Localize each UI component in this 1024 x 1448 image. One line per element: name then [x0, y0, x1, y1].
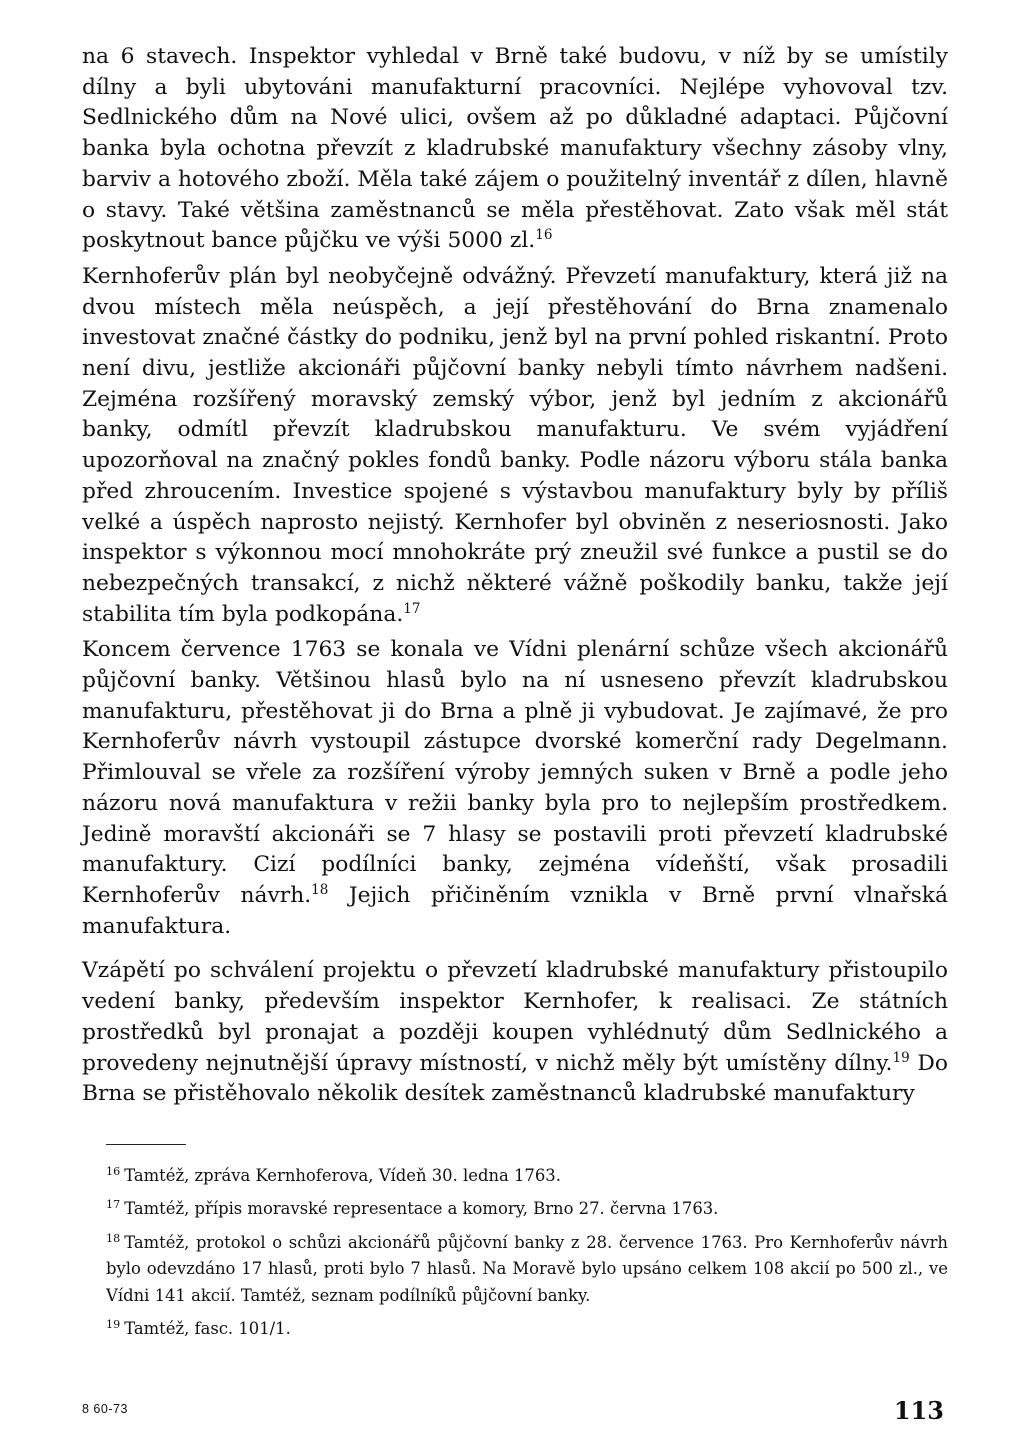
footnote-mark: 19 [106, 1318, 121, 1332]
paragraph-4-text-after: Do Brna se přistěhovalo několik desítek zaměstnanců kladrubské manufaktury [82, 1050, 948, 1107]
footnote-17 [82, 1196, 948, 1223]
paragraph-3 [82, 635, 948, 942]
footnote-mark: 16 [106, 1164, 121, 1178]
paragraph-1-text: na 6 stavech. Inspektor vyhledal v Brně také budovu, v níž by se umístily dílny a byli ubytováni manufakturní pracovníci. Nejlépe vyhovoval tzv. Sedlnického dům na Nové ulici, ovšem až po důkladné adaptaci. Půjčovní banka byla ochotna převzít z kladrubské manufaktury všechny zásoby vlny, barviv a hotového zboží. Měla také zájem o použitelný inventář z dílen, hlavně o stavy. Také většina zaměstnanců se měla přestěhovat. Zato však měl stát poskytnout bance půjčku ve výši 5000 zl. [82, 44, 948, 254]
footnote-16 [82, 1163, 948, 1190]
paragraph-4 [82, 956, 948, 1110]
paragraph-2 [82, 262, 948, 630]
footnote-ref-16: 16 [535, 227, 553, 244]
footnote-divider [106, 1144, 186, 1145]
footnote-mark: 18 [106, 1231, 121, 1245]
footnote-text: Tamtéž, protokol o schůzi akcionářů půjčovní banky z 28. července 1763. Pro Kernhoferův návrh bylo odevzdáno 17 hlasů, proti bylo 7 hlasů. Na Moravě bylo upsáno celkem 108 akcií po 500 zl., ve Vídni 141 akcií. Tamtéž, seznam podílníků půjčovní banky. [106, 1232, 948, 1305]
footnote-ref-17: 17 [403, 600, 421, 617]
paragraph-2-text: Kernhoferův plán byl neobyčejně odvážný. Převzetí manufaktury, která již na dvou místech měla neúspěch, a její přestěhování do Brna znamenalo investovat značné částky do podniku, jenž byl na první pohled riskantní. Proto není divu, jestliže akcionáři půjčovní banky nebyli tímto návrhem nadšeni. Zejména rozšířený moravský zemský výbor, jenž byl jedním z akcionářů banky, odmítl převzít kladrubskou manufakturu. Ve svém vyjádření upozorňoval na značný pokles fondů banky. Podle názoru výboru stála banka před zhroucením. Investice spojené s výstavbou manufaktury byly by příliš velké a úspěch naprosto nejistý. Kernhofer byl obviněn z neseriosnosti. Jako inspektor s výkonnou mocí mnohokráte prý zneužil své funkce a pustil se do nebezpečných transakcí, z nichž některé vážně poškodily banku, takže její stabilita tím byla podkopána. [82, 263, 948, 627]
footnote-text: Tamtéž, fasc. 101/1. [124, 1319, 291, 1339]
paragraph-3-text-after: Jejich přičiněním vznikla v Brně první vlnařská manufaktura. [82, 882, 948, 939]
footnote-18 [82, 1230, 948, 1310]
footnote-ref-19: 19 [892, 1049, 910, 1066]
footnote-19 [82, 1316, 948, 1343]
paragraph-4-text: Vzápětí po schválení projektu o převzetí kladrubské manufaktury přistoupilo vedení banky, především inspektor Kernhofer, k realisaci. Ze státních prostředků byl pronajat a později koupen vyhlédnutý dům Sedlnického a provedeny nejnutnější úpravy místností, v nichž měly být umístěny dílny. [82, 958, 948, 1076]
footnote-text: Tamtéž, přípis moravské representace a komory, Brno 27. června 1763. [124, 1199, 719, 1219]
body-text [82, 42, 948, 1110]
printer-signature-mark: 8 60-73 [82, 1402, 128, 1416]
footnote-mark: 17 [106, 1198, 121, 1212]
footnote-text: Tamtéž, zpráva Kernhoferova, Vídeň 30. ledna 1763. [124, 1165, 561, 1185]
paragraph-1 [82, 42, 948, 257]
paragraph-3-text: Koncem července 1763 se konala ve Vídni plenární schůze všech akcionářů půjčovní banky. Většinou hlasů bylo na ní usneseno převzít kladrubskou manufakturu, přestěhovat ji do Brna a plně ji vybudovat. Je zajímavé, že pro Kernhoferův návrh vystoupil zástupce dvorské komerční rady Degelmann. Přimlouval se vřele za rozšíření výroby jemných suken v Brně a podle jeho názoru nová manufaktura v režii banky byla pro to nejlepším prostředkem. Jedině moravští akcionáři se 7 hlasy se postavili proti převzetí kladrubské manufaktury. Cizí podílníci banky, zejména vídeňští, však prosadili Kernhoferův návrh. [82, 637, 948, 908]
page-number: 113 [893, 1396, 944, 1425]
footnotes [82, 1163, 948, 1343]
footnote-ref-18: 18 [311, 881, 329, 898]
page-content [82, 42, 948, 1350]
